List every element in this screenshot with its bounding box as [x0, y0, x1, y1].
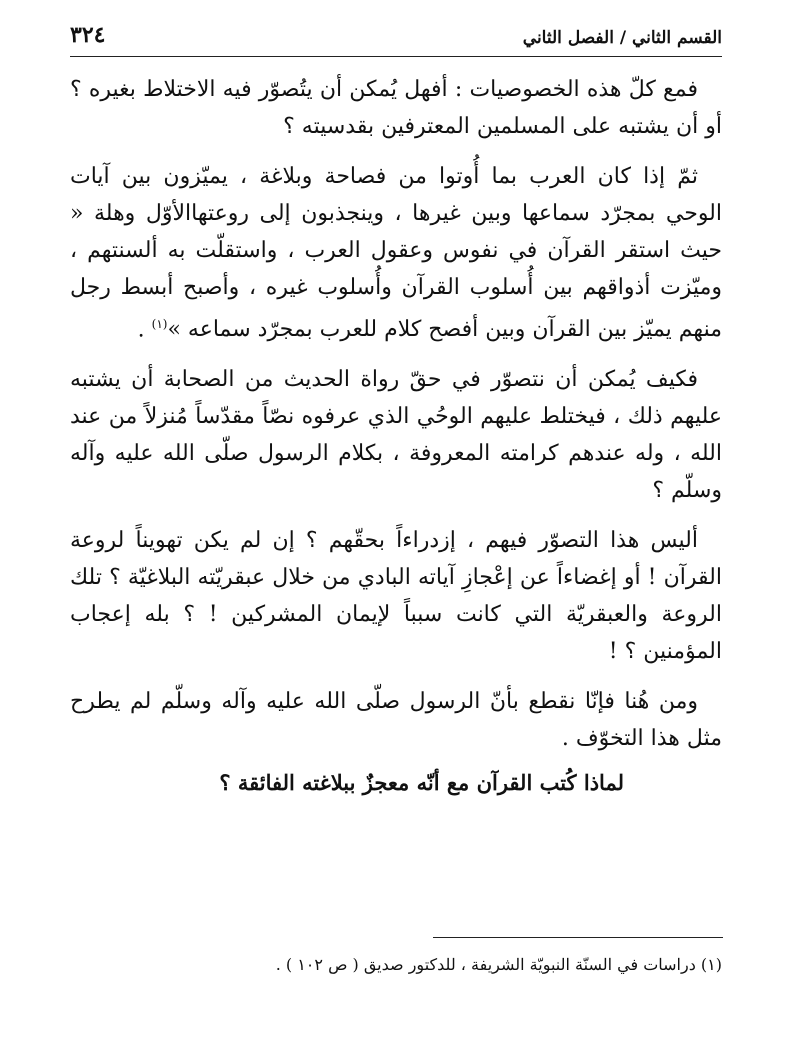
paragraph-text: ثمّ إذا كان العرب بما أُوتوا من فصاحة وبلاغة ، يميّزون بين آيات الوحي بمجرّد سماعها وبين غيرها ، وينجذبون إلى روعتهاالأوّل وهلة « حيث استقر القرآن في نفوس وعقول العرب ، واستقلّت به ألسنتهم ، وميّزت أذواقهم بين أُسلوب القرآن وأُسلوب غيره ، وأصبح أبسط رجل منهم يميّز بين القرآن وبين أفصح كلام للعرب بمجرّد سماعه »: [70, 164, 722, 343]
section-heading: لماذا كُتب القرآن مع أنّه معجزٌ ببلاغته الفائقة ؟: [219, 770, 624, 796]
book-page: [70, 22, 722, 974]
paragraph: [70, 71, 722, 145]
paragraph-text: ومن هُنا فإنّا نقطع بأنّ الرسول صلّى الله عليه وآله وسلّم لم يطرح مثل هذا التخوّف .: [70, 689, 722, 752]
paragraph-text: فكيف يُمكن أن نتصوّر في حقّ رواة الحديث من الصحابة أن يشتبه عليهم ذلك ، فيختلط عليهم الوحُي الذي عرفوه نصّاً مقدّساً مُنزلاً من عند الله ، وله عندهم كرامته المعروفة ، بكلام الرسول صلّى الله عليه وآله وسلّم ؟: [70, 367, 722, 504]
footnote-divider: [433, 937, 723, 938]
paragraph: [70, 158, 722, 348]
paragraph: [70, 522, 722, 670]
paragraph: [70, 361, 722, 509]
paragraph-tail: .: [137, 317, 152, 343]
running-header: [70, 22, 722, 57]
header-title: القسم الثاني / الفصل الثاني: [522, 28, 722, 48]
paragraph-text: أليس هذا التصوّر فيهم ، إزدراءاً بحقّهم ؟ إن لم يكن تهويناً لروعة القرآن ! أو إغضاءاً عن إعْجازِ آياته البادي من خلال عبقريّته البلاغيّة ؟ تلك الروعة والعبقريّة التي كانت سبباً لإيمان المشركين ! ؟ بله إعجاب المؤمنين ؟ !: [70, 528, 722, 665]
body-text: [70, 71, 722, 795]
paragraph: [70, 683, 722, 757]
page-number: ٣٢٤: [70, 22, 106, 48]
paragraph-text: فمع كلّ هذه الخصوصيات : أفهل يُمكن أن يتُصوّر فيه الاختلاط بغيره ؟ أو أن يشتبه على المسلمين المعترفين بقدسيته ؟: [70, 77, 722, 139]
footnote: (١) دراسات في السنّة النبويّة الشريفة ، للدكتور صديق ( ص ١٠٢ ) .: [275, 955, 722, 974]
footnote-ref[interactable]: (١): [151, 317, 168, 331]
